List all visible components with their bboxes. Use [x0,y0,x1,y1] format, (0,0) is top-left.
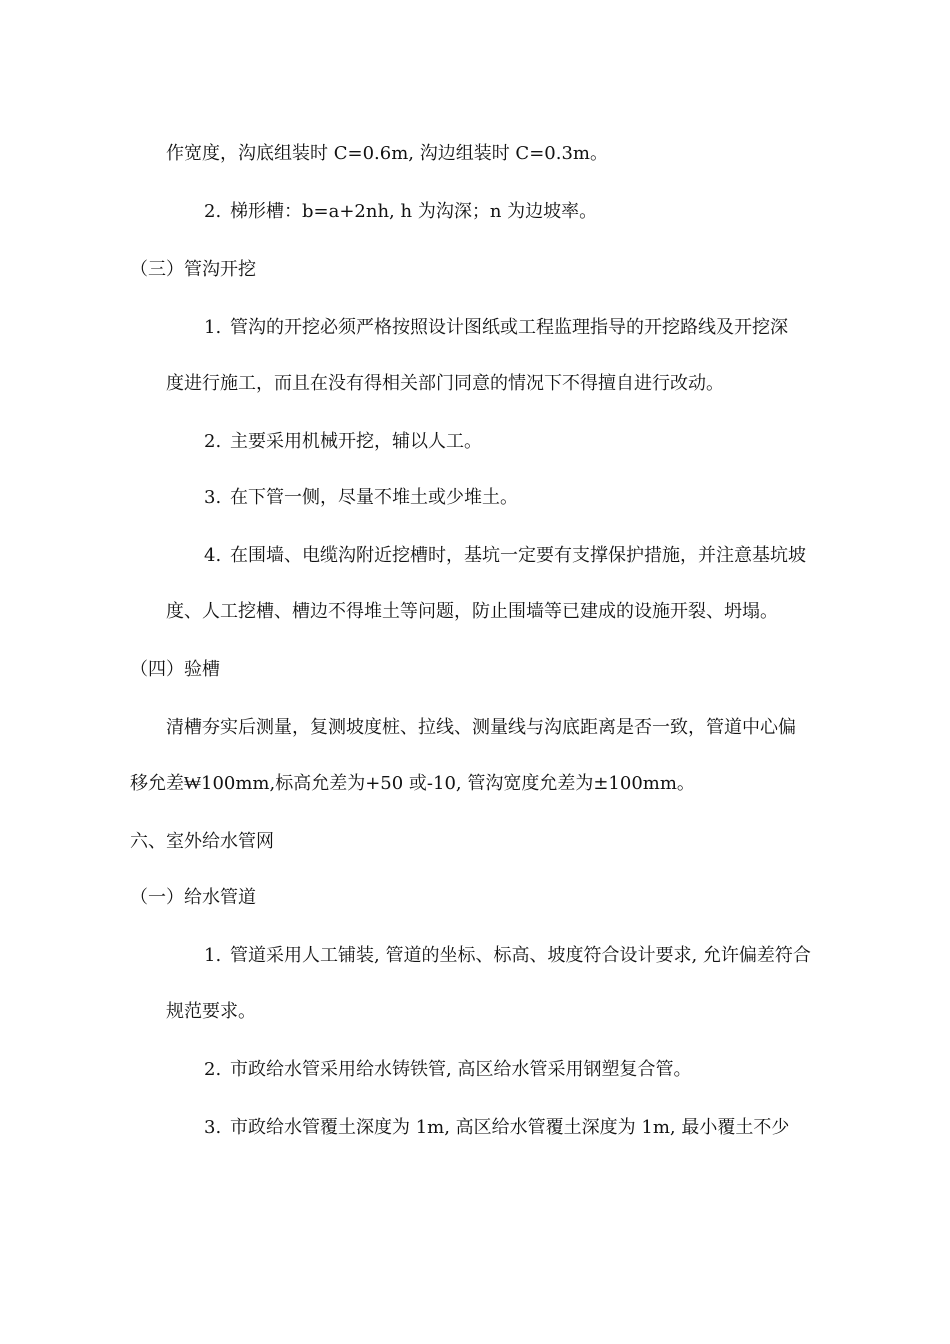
list-text: 在围墙、电缆沟附近挖槽时，基坑一定要有支撑保护措施，并注意基坑坡 [230,545,806,566]
text-line: 移允差₩100mm,标高允差为+50 或-10, 管沟宽度允差为±100mm。 [130,773,695,794]
section-heading: （四）验槽 [130,659,220,680]
list-number: 2. [204,431,222,452]
section-heading: （一）给水管道 [130,887,256,908]
list-item [204,1058,691,1082]
section-heading: （三）管沟开挖 [130,259,256,280]
text-line: 规范要求。 [166,1001,256,1022]
list-item [204,944,811,968]
chapter-heading: 六、室外给水管网 [130,831,274,852]
list-item [204,200,597,224]
list-text: 主要采用机械开挖，辅以人工。 [230,431,482,452]
list-text: 市政给水管覆土深度为 1m, 高区给水管覆土深度为 1m, 最小覆土不少 [230,1117,790,1138]
list-number: 1. [204,945,222,966]
list-item [204,544,806,568]
list-number: 2. [204,201,222,222]
list-item [204,1116,789,1140]
text-line: 作宽度，沟底组装时 C=0.6m, 沟边组装时 C=0.3m。 [166,143,608,164]
list-item [204,316,788,340]
list-text: 管道采用人工铺装, 管道的坐标、标高、坡度符合设计要求, 允许偏差符合 [230,945,811,966]
list-text: 市政给水管采用给水铸铁管, 高区给水管采用钢塑复合管。 [230,1059,692,1080]
text-line: 清槽夯实后测量，复测坡度桩、拉线、测量线与沟底距离是否一致，管道中心偏 [166,717,796,738]
list-text: 梯形槽：b=a+2nh, h 为沟深；n 为边坡率。 [230,201,598,222]
text-line: 度、人工挖槽、槽边不得堆土等问题，防止围墙等已建成的设施开裂、坍塌。 [166,601,778,622]
list-number: 1. [204,317,222,338]
text-line: 度进行施工，而且在没有得相关部门同意的情况下不得擅自进行改动。 [166,373,724,394]
list-number: 2. [204,1059,222,1080]
list-number: 3. [204,487,222,508]
list-number: 3. [204,1117,222,1138]
list-text: 管沟的开挖必须严格按照设计图纸或工程监理指导的开挖路线及开挖深 [230,317,788,338]
list-number: 4. [204,545,222,566]
list-item [204,486,518,510]
list-item [204,430,482,454]
list-text: 在下管一侧，尽量不堆土或少堆土。 [230,487,518,508]
